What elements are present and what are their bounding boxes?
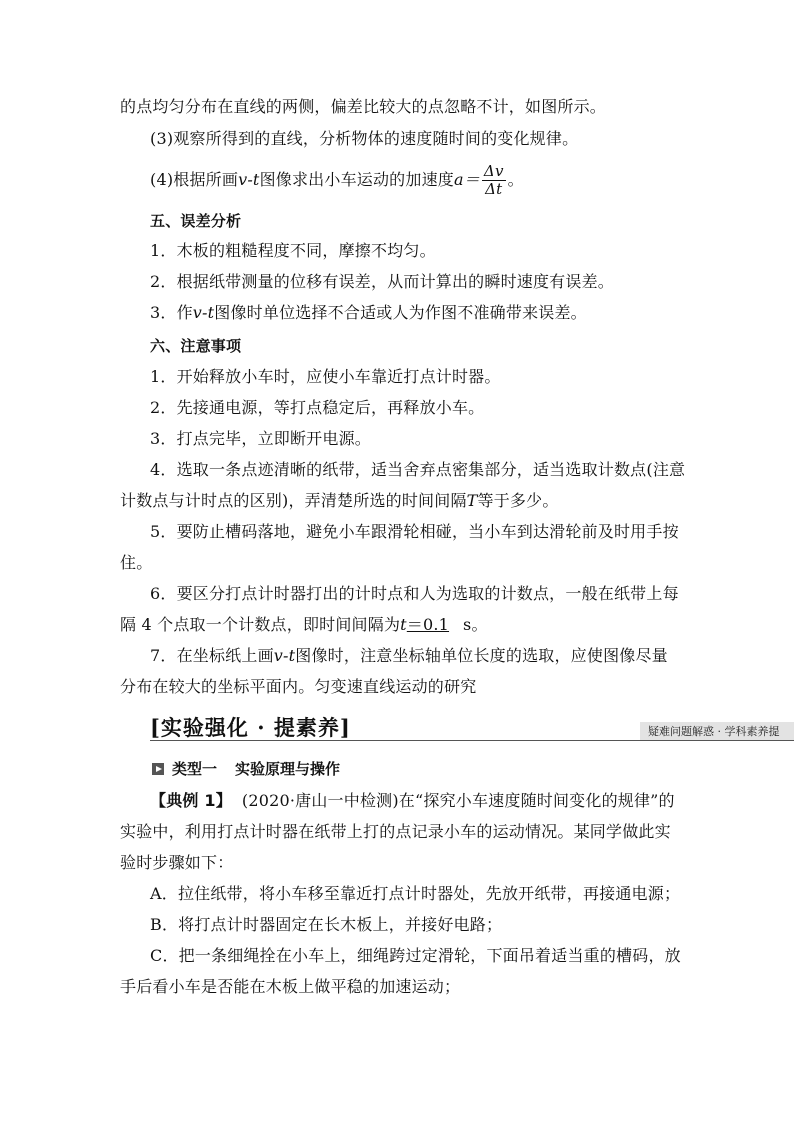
example-step-b: B．将打点计时器固定在长木板上，并接好电路； [150, 915, 503, 934]
example-line-1-text: (2020·唐山一中检测)在“探究小车速度随时间变化的规律”的 [241, 791, 675, 810]
acceleration-fraction [482, 163, 506, 198]
note-item-2: 2．先接通电源，等打点稳定后，再释放小车。 [150, 398, 485, 417]
note-6-unit: s。 [463, 615, 488, 634]
example-step-c-line-2: 手后看小车是否能在木板上做平稳的加速运动； [120, 977, 461, 996]
example-label: 【典例 1】 [150, 791, 232, 810]
step4-a: a＝ [453, 170, 480, 189]
step4-prefix: (4)根据所画 [150, 170, 239, 189]
note-6-value: ＝0.1 [406, 615, 450, 634]
note-4-prefix: 计数点与计时点的区别)，弄清楚所选的时间间隔 [120, 491, 467, 510]
note-7-suffix: 图像时，注意坐标轴单位长度的选取，应使图像尽量 [295, 646, 668, 665]
type-heading [152, 758, 340, 779]
error-item-1: 1．木板的粗糙程度不同，摩擦不均匀。 [150, 241, 436, 260]
example-step-c-line-1: C．把一条细绳拴在小车上，细绳跨过定滑轮，下面吊着适当重的槽码，放 [150, 946, 681, 965]
type-title: 实验原理与操作 [235, 760, 341, 778]
notes-heading: 六、注意事项 [150, 337, 242, 355]
play-triangle-icon [152, 763, 164, 775]
note-item-5-line-1: 5．要防止槽码落地，避免小车跟滑轮相碰，当小车到达滑轮前及时用手按 [150, 522, 679, 541]
note-item-4-line-1: 4．选取一条点迹清晰的纸带，适当舍弃点密集部分，适当选取计数点(注意 [150, 460, 686, 479]
procedure-step-3: (3)观察所得到的直线，分析物体的速度随时间的变化规律。 [150, 129, 579, 148]
error-item-3-prefix: 3．作 [150, 303, 193, 322]
note-item-3: 3．打点完毕，立即断开电源。 [150, 429, 371, 448]
error-item-3-suffix: 图像时单位选择不合适或人为作图不准确带来误差。 [214, 303, 587, 322]
procedure-step-4 [150, 160, 680, 200]
section-header [150, 712, 794, 742]
error-item-2: 2．根据纸带测量的位移有误差，从而计算出的瞬时速度有误差。 [150, 272, 614, 291]
note-item-6-line-2 [120, 614, 680, 636]
section-divider [150, 740, 794, 741]
error-item-3 [150, 302, 680, 324]
note-item-4-line-2 [120, 490, 680, 512]
fraction-denominator: Δt [485, 180, 503, 198]
type-label: 类型一 [172, 760, 218, 778]
note-item-5-line-2: 住。 [120, 553, 153, 572]
note-item-7-line-2: 分布在较大的坐标平面内。匀变速直线运动的研究 [120, 677, 477, 696]
example-line-2: 实验中，利用打点计时器在纸带上打的点记录小车的运动情况。某同学做此实 [120, 822, 671, 841]
step4-vt: v-t [238, 170, 260, 189]
note-item-6-line-1: 6．要区分打点计时器打出的计时点和人为选取的计数点，一般在纸带上每 [150, 584, 679, 603]
note-6-t: t [400, 615, 407, 634]
note-7-vt: v-t [273, 646, 296, 665]
example-step-a: A．拉住纸带，将小车移至靠近打点计时器处，先放开纸带，再接通电源； [150, 884, 681, 903]
error-analysis-heading: 五、误差分析 [150, 212, 242, 230]
note-6-prefix: 隔 4 个点取一个计数点，即时间间隔为 [120, 615, 401, 634]
step4-end: 。 [507, 170, 524, 189]
step4-mid: 图像求出小车运动的加速度 [259, 170, 454, 189]
procedure-line: 的点均匀分布在直线的两侧，偏差比较大的点忽略不计，如图所示。 [120, 97, 607, 116]
section-tag: 疑难问题解惑 · 学科素养提 [640, 722, 794, 741]
error-item-3-vt: v-t [192, 303, 215, 322]
note-4-suffix: 等于多少。 [477, 491, 559, 510]
example-line-3: 验时步骤如下： [120, 853, 234, 872]
note-7-prefix: 7．在坐标纸上画 [150, 646, 274, 665]
example-line-1 [150, 790, 680, 812]
section-title: [实验强化 · 提素养] [150, 715, 351, 740]
note-item-7-line-1 [150, 645, 680, 667]
note-4-T: T [466, 491, 478, 510]
note-item-1: 1．开始释放小车时，应使小车靠近打点计时器。 [150, 367, 501, 386]
fraction-numerator: Δv [483, 162, 504, 180]
